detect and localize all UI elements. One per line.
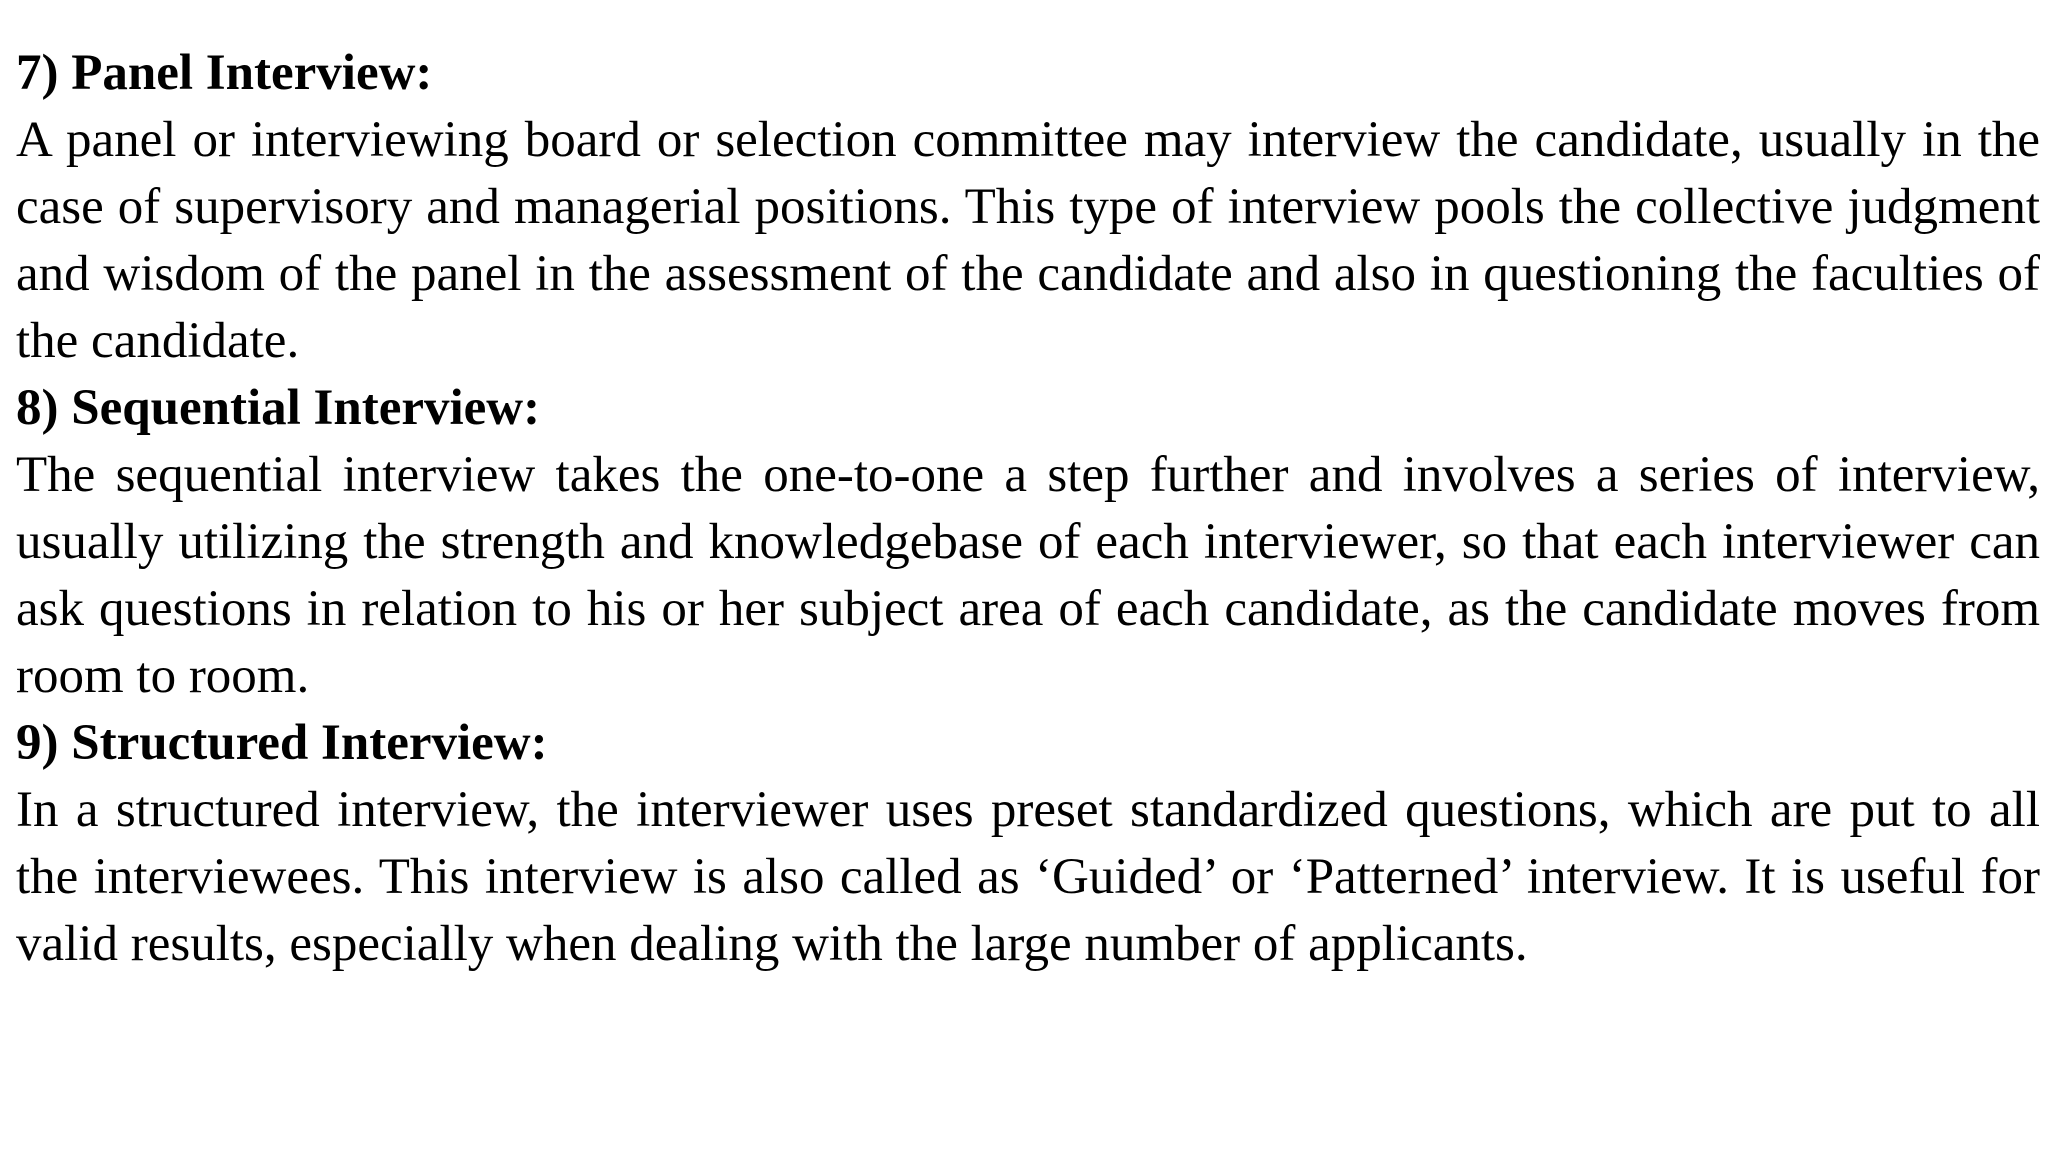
section-body-sequential-interview: The sequential interview takes the one-to-one a step further and involves a series of interview, usually utilizing the strength and knowledgebase of each interviewer, so that each interviewer can ask questions in relation to his or her subject area of each candidate, as the candidate moves from room to room. [16,447,2040,704]
section-heading-sequential-interview: 8) Sequential Interview: [16,380,541,436]
section-body-structured-interview: In a structured interview, the interviewer uses preset standardized questions, which are put to all the interviewees. This interview is also called as ‘Guided’ or ‘Patterned’ interview. It is useful for valid results, especially when dealing with the large number of applicants. [16,782,2040,972]
slide-content [16,40,2040,978]
section-heading-structured-interview: 9) Structured Interview: [16,715,548,771]
section-heading-panel-interview: 7) Panel Interview: [16,45,433,101]
section-body-panel-interview: A panel or interviewing board or selection committee may interview the candidate, usually in the case of supervisory and managerial positions. This type of interview pools the collective judgment and wisdom of the panel in the assessment of the candidate and also in questioning the faculties of the candidate. [16,112,2040,369]
